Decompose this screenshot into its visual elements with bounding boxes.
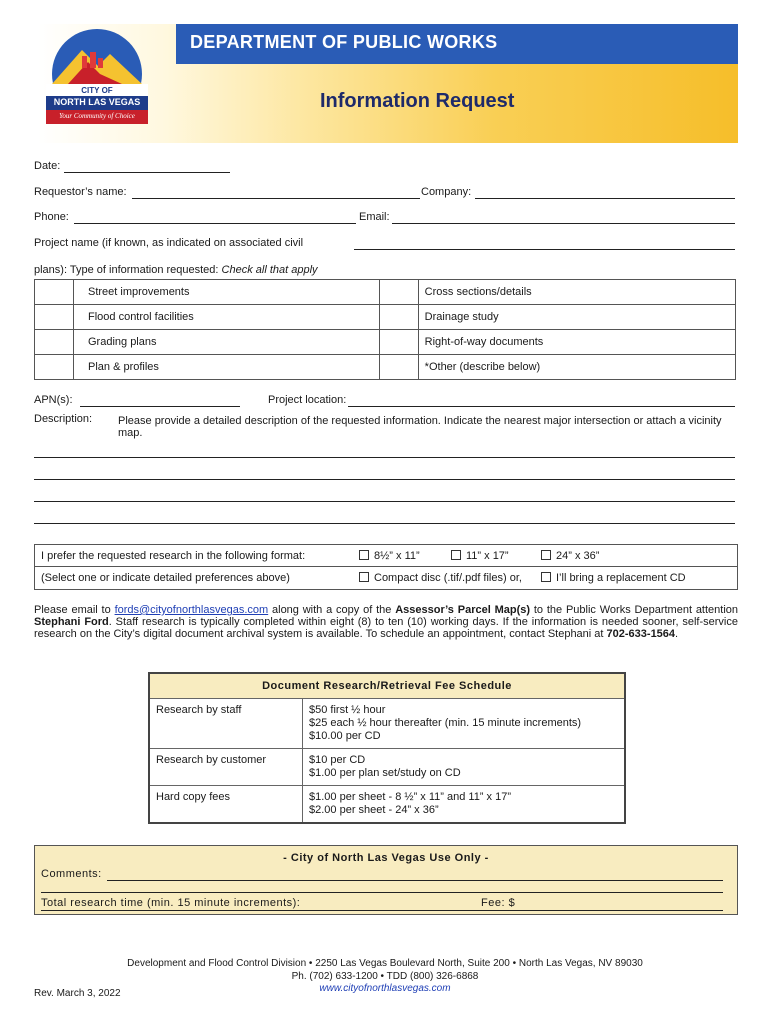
footer-phone: Ph. (702) 633-1200 • TDD (800) 326-6868 bbox=[291, 971, 479, 982]
note-text: along with a copy of the bbox=[268, 604, 396, 616]
format-divider bbox=[35, 566, 737, 567]
note-text: . bbox=[675, 628, 679, 640]
fee-label: Hard copy fees bbox=[149, 786, 303, 824]
company-field[interactable] bbox=[475, 198, 735, 199]
phone-label: Phone: bbox=[34, 211, 69, 223]
note-bold: Assessor’s Parcel Map(s) bbox=[395, 604, 531, 616]
project-name-label: Project name (if known, as indicated on associated civil bbox=[34, 237, 304, 249]
fee-value bbox=[303, 699, 626, 749]
format-option-label: Compact disc (.tif/.pdf files) or, bbox=[374, 572, 522, 584]
description-line[interactable] bbox=[34, 501, 735, 502]
logo-tagline: Your Community of Choice bbox=[59, 112, 135, 120]
footer-address: Development and Flood Control Division • 2250 Las Vegas Boulevard North, Suite 200 • North Las Vegas, NV 89030 bbox=[127, 958, 643, 969]
fee-line: $2.00 per sheet - 24” x 36” bbox=[309, 804, 439, 816]
city-use-only-box bbox=[34, 845, 738, 915]
project-location-label: Project location: bbox=[268, 394, 347, 406]
fee-label: Research by staff bbox=[149, 699, 303, 749]
date-field[interactable] bbox=[64, 172, 230, 173]
note-text: to the Public Works Department attention bbox=[530, 604, 739, 616]
checkbox[interactable] bbox=[379, 355, 418, 380]
use-only-title: - City of North Las Vegas Use Only - bbox=[283, 852, 489, 864]
table-row bbox=[35, 280, 736, 305]
comments-field[interactable] bbox=[107, 880, 723, 881]
note-bold: Stephani Ford bbox=[34, 616, 109, 628]
checkbox-icon bbox=[359, 572, 369, 582]
checkbox[interactable] bbox=[35, 305, 74, 330]
comments-label: Comments: bbox=[41, 868, 102, 880]
type-flood: Flood control facilities bbox=[74, 305, 380, 330]
format-option-label: 24” x 36” bbox=[556, 550, 600, 562]
table-row bbox=[149, 699, 625, 749]
checkbox[interactable] bbox=[35, 355, 74, 380]
format-prompt: I prefer the requested research in the following format: bbox=[41, 550, 306, 562]
type-prompt-text: Type of information requested: bbox=[69, 264, 219, 276]
date-label: Date: bbox=[34, 160, 61, 172]
info-type-table bbox=[34, 279, 736, 380]
website-link[interactable]: www.cityofnorthlasvegas.com bbox=[319, 983, 451, 994]
comments-field[interactable] bbox=[41, 892, 723, 893]
revision-date: Rev. March 3, 2022 bbox=[34, 988, 121, 999]
checkbox-icon bbox=[359, 550, 369, 560]
table-row bbox=[35, 330, 736, 355]
fee-value bbox=[303, 749, 626, 786]
fee-schedule-title: Document Research/Retrieval Fee Schedule bbox=[149, 673, 625, 699]
type-plan: Plan & profiles bbox=[74, 355, 380, 380]
fee-line: $50 first ½ hour bbox=[309, 704, 386, 716]
logo-line1: CITY OF bbox=[81, 86, 113, 95]
format-option-large[interactable] bbox=[541, 550, 599, 562]
type-prompt bbox=[34, 264, 318, 276]
type-other: *Other (describe below) bbox=[418, 355, 735, 380]
type-grading: Grading plans bbox=[74, 330, 380, 355]
fee-line: $10.00 per CD bbox=[309, 730, 381, 742]
city-logo bbox=[38, 26, 156, 138]
fee-line: $1.00 per sheet - 8 ½” x 11” and 11” x 17” bbox=[309, 791, 511, 803]
format-option-label: I’ll bring a replacement CD bbox=[556, 572, 686, 584]
type-drainage: Drainage study bbox=[418, 305, 735, 330]
format-preference-box bbox=[34, 544, 738, 590]
format-option-tabloid[interactable] bbox=[451, 550, 509, 562]
checkbox[interactable] bbox=[35, 280, 74, 305]
description-line[interactable] bbox=[34, 523, 735, 524]
table-row bbox=[149, 673, 625, 699]
email-link[interactable]: fords@cityofnorthlasvegas.com bbox=[114, 604, 269, 616]
checkbox[interactable] bbox=[379, 330, 418, 355]
table-row bbox=[149, 749, 625, 786]
table-row bbox=[149, 786, 625, 824]
note-text: Please email to bbox=[34, 604, 115, 616]
fee-value bbox=[303, 786, 626, 824]
fee-label: Fee: $ bbox=[481, 897, 516, 909]
fee-line: $1.00 per plan set/study on CD bbox=[309, 767, 461, 779]
requestor-field[interactable] bbox=[132, 198, 420, 199]
type-street: Street improvements bbox=[74, 280, 380, 305]
format-option-own-cd[interactable] bbox=[541, 572, 686, 584]
project-location-field[interactable] bbox=[348, 406, 735, 407]
table-row bbox=[35, 305, 736, 330]
fee-schedule-table bbox=[148, 672, 626, 824]
type-hint: Check all that apply bbox=[221, 264, 318, 276]
email-field[interactable] bbox=[392, 223, 735, 224]
email-label: Email: bbox=[359, 211, 390, 223]
checkbox[interactable] bbox=[379, 305, 418, 330]
checkbox[interactable] bbox=[379, 280, 418, 305]
checkbox-icon bbox=[541, 550, 551, 560]
contact-phone: 702-633-1564 bbox=[606, 628, 676, 640]
description-label: Description: bbox=[34, 413, 93, 425]
department-title: DEPARTMENT OF PUBLIC WORKS bbox=[190, 32, 498, 52]
apn-field[interactable] bbox=[80, 406, 240, 407]
fee-line: $25 each ½ hour thereafter (min. 15 minute increments) bbox=[309, 717, 582, 729]
logo-emblem-icon bbox=[38, 26, 156, 138]
submission-instructions bbox=[34, 604, 738, 640]
project-name-cont: plans): bbox=[34, 264, 68, 276]
format-prompt-hint: (Select one or indicate detailed preferences above) bbox=[41, 572, 290, 584]
format-option-letter[interactable] bbox=[359, 550, 420, 562]
format-option-label: 8½” x 11” bbox=[374, 550, 420, 562]
table-row bbox=[35, 355, 736, 380]
company-label: Company: bbox=[421, 186, 472, 198]
fee-label: Research by customer bbox=[149, 749, 303, 786]
project-name-field[interactable] bbox=[354, 249, 735, 250]
format-option-label: 11” x 17” bbox=[466, 550, 509, 562]
checkbox-icon bbox=[541, 572, 551, 582]
phone-field[interactable] bbox=[74, 223, 356, 224]
description-line[interactable] bbox=[34, 457, 735, 458]
research-time-label: Total research time (min. 15 minute increments): bbox=[41, 897, 301, 909]
research-time-field[interactable] bbox=[41, 910, 723, 911]
type-cross: Cross sections/details bbox=[418, 280, 735, 305]
description-line[interactable] bbox=[34, 479, 735, 480]
checkbox-icon bbox=[451, 550, 461, 560]
description-instructions: Please provide a detailed description of the requested information. Indicate the nearest major intersection or attach a vicinity map. bbox=[118, 415, 722, 439]
requestor-label: Requestor’s name: bbox=[34, 186, 127, 198]
format-option-cd[interactable] bbox=[359, 572, 522, 584]
apn-label: APN(s): bbox=[34, 394, 73, 406]
fee-line: $10 per CD bbox=[309, 754, 366, 766]
checkbox[interactable] bbox=[35, 330, 74, 355]
type-row: Right-of-way documents bbox=[418, 330, 735, 355]
note-text: . Staff research is typically completed within eight (8) to ten (10) working days. If the information is needed sooner, self-service research on the City’s digital document archival system is available. To schedule an appointment, contact Stephani at bbox=[34, 616, 738, 640]
form-title: Information Request bbox=[320, 90, 515, 112]
logo-line2: NORTH LAS VEGAS bbox=[53, 97, 141, 107]
